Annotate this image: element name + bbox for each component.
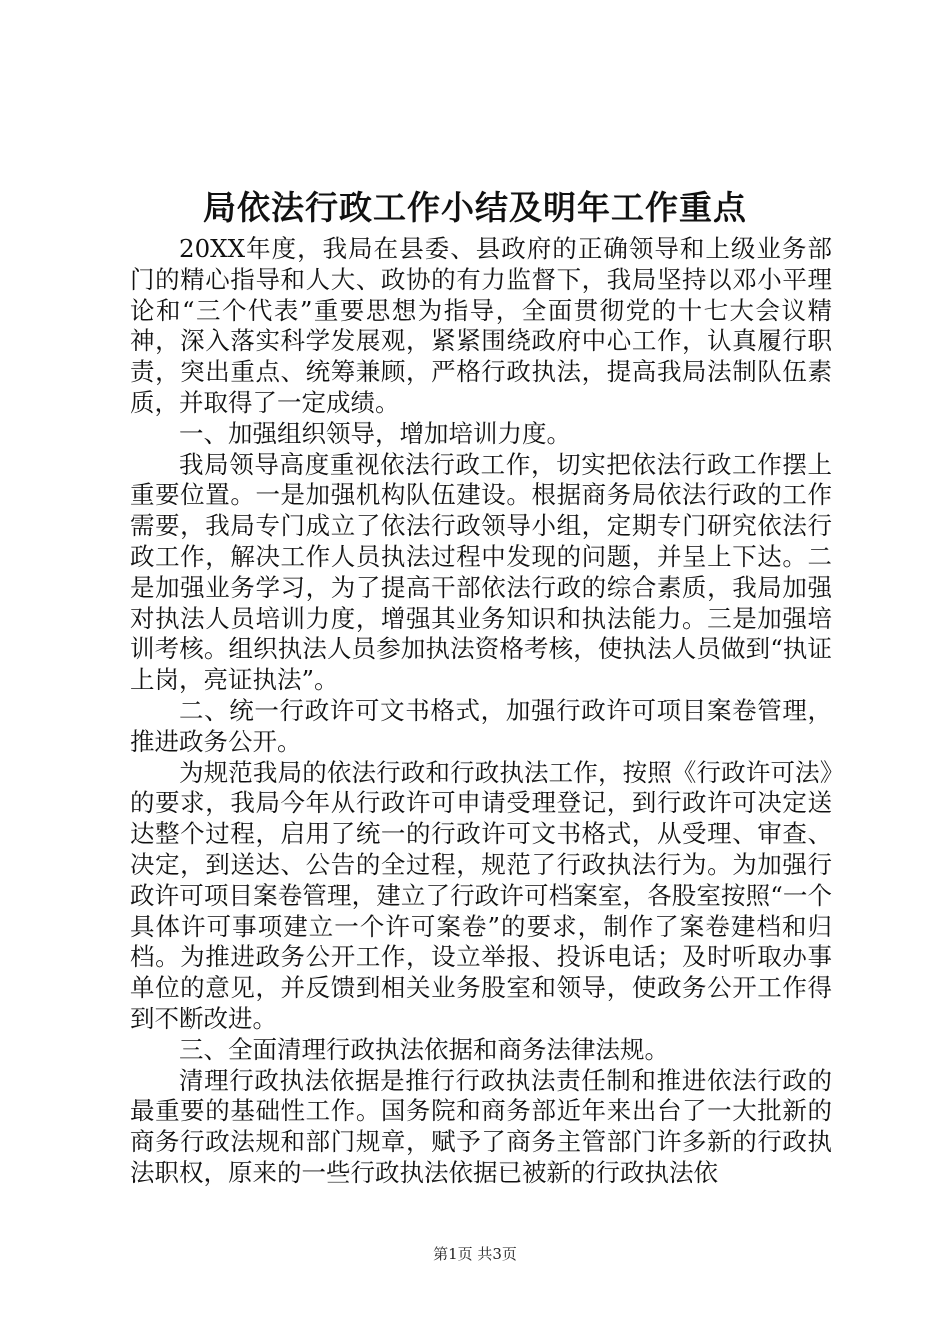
document-title: 局依法行政工作小结及明年工作重点: [203, 188, 747, 227]
paragraph-section-2: 为规范我局的依法行政和行政执法工作，按照《行政许可法》的要求，我局今年从行政许可申请受理登记，到行政许可决定送达整个过程，启用了统一的行政许可文书格式，从受理、审查、决定，到送达、公告的全过程，规范了行政执法行为。为加强行政许可项目案卷管理，建立了行政许可档案室，各股室按照“一个具体许可事项建立一个许可案卷”的要求，制作了案卷建档和归档。为推进政务公开工作，设立举报、投诉电话；及时听取办事单位的意见，并反馈到相关业务股室和领导，使政务公开工作得到不断改进。: [130, 757, 832, 1033]
section-heading-3: 三、全面清理行政执法依据和商务法律法规。: [179, 1034, 669, 1064]
section-heading-2: 二、统一行政许可文书格式，加强行政许可项目案卷管理，推进政务公开。: [130, 695, 832, 756]
document-body: [130, 234, 832, 1189]
page-number-footer: 第1页 共3页: [433, 1245, 517, 1263]
paragraph-intro: 20XX年度，我局在县委、县政府的正确领导和上级业务部门的精心指导和人大、政协的有力监督下，我局坚持以邓小平理论和“三个代表”重要思想为指导，全面贯彻党的十七大会议精神，深入落实科学发展观，紧紧围绕政府中心工作，认真履行职责，突出重点、统筹兼顾，严格行政执法，提高我局法制队伍素质，并取得了一定成绩。: [130, 234, 832, 417]
section-heading-1: 一、加强组织领导，增加培训力度。: [179, 418, 571, 448]
paragraph-section-1: 我局领导高度重视依法行政工作，切实把依法行政工作摆上重要位置。一是加强机构队伍建设。根据商务局依法行政的工作需要，我局专门成立了依法行政领导小组，定期专门研究依法行政工作，解决工作人员执法过程中发现的问题，并呈上下达。二是加强业务学习，为了提高干部依法行政的综合素质，我局加强对执法人员培训力度，增强其业务知识和执法能力。三是加强培训考核。组织执法人员参加执法资格考核，使执法人员做到“执证上岗，亮证执法”。: [130, 449, 832, 695]
paragraph-section-3: 清理行政执法依据是推行行政执法责任制和推进依法行政的最重要的基础性工作。国务院和商务部近年来出台了一大批新的商务行政法规和部门规章，赋予了商务主管部门许多新的行政执法职权，原来的一些行政执法依据已被新的行政执法依: [130, 1065, 832, 1187]
